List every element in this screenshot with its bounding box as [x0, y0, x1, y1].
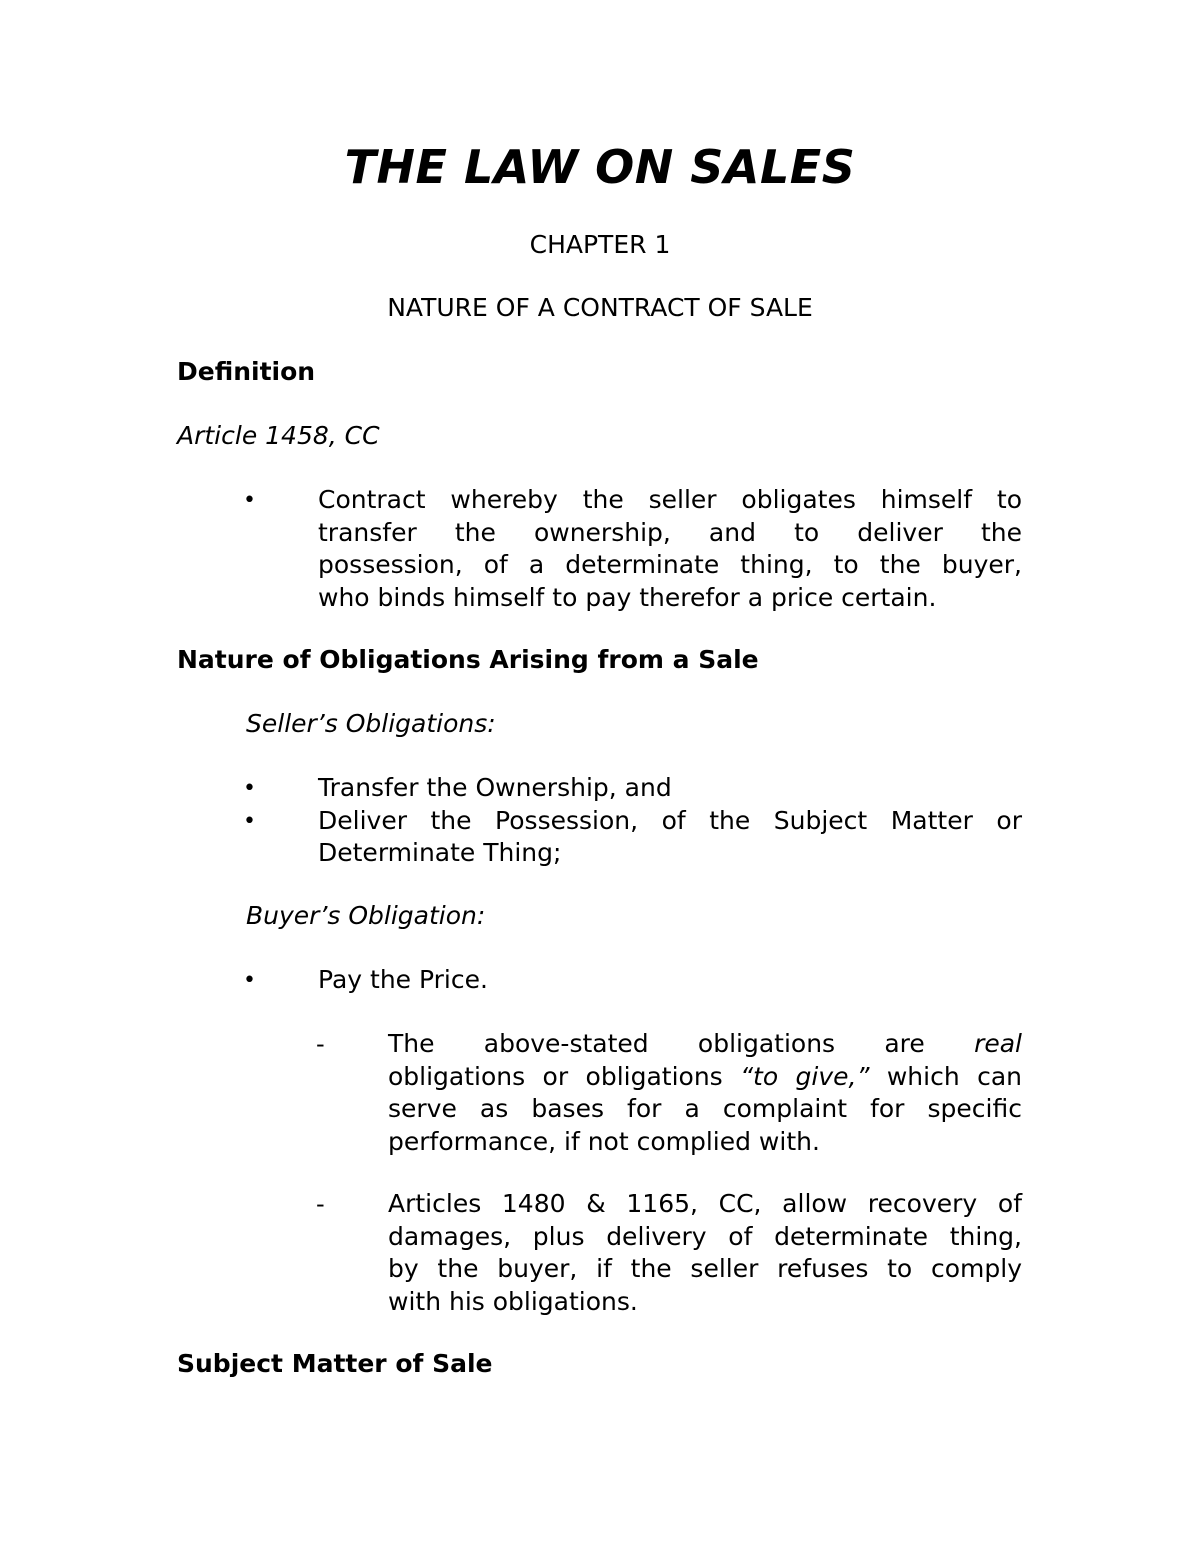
chapter-title: NATURE OF A CONTRACT OF SALE [387, 293, 813, 322]
section-heading-subject-matter: Subject Matter of Sale [177, 1349, 493, 1378]
definition-text [318, 484, 1022, 614]
note-text: The above-stated obligations are [388, 1029, 925, 1058]
bullet-icon: • [243, 488, 256, 513]
note-emphasis: “to give,” [740, 1061, 870, 1091]
dash-marker: - [316, 1190, 325, 1218]
note-line: Articles 1480 & 1165, CC, allow recovery of [388, 1189, 1022, 1218]
seller-obligations-list [318, 772, 1022, 870]
seller-obligations-label: Seller’s Obligations: [246, 709, 496, 738]
article-reference: Article 1458, CC [177, 421, 380, 450]
note-line [388, 1061, 1022, 1094]
definition-line: Contract whereby the seller obligates himself to [318, 485, 1022, 514]
definition-line: possession, of a determinate thing, to the buyer, [318, 550, 1022, 579]
bullet-icon: • [243, 776, 256, 801]
definition-line: transfer the ownership, and to deliver the [318, 517, 1022, 547]
note-emphasis: real [974, 1029, 1022, 1058]
buyer-obligation-label: Buyer’s Obligation: [246, 901, 486, 930]
note-line: with his obligations. [388, 1286, 638, 1316]
bullet-icon: • [243, 968, 256, 993]
list-item: Deliver the Possession, of the Subject Matter or [318, 805, 1022, 835]
definition-line: who binds himself to pay therefor a price certain. [318, 582, 937, 612]
buyer-obligations-list [318, 964, 1022, 997]
note-text: obligations or obligations [388, 1061, 723, 1091]
chapter-number: CHAPTER 1 [529, 230, 671, 259]
note-line: serve as bases for a complaint for specific [388, 1094, 1022, 1123]
note-text: which can [886, 1061, 1022, 1091]
list-item: Transfer the Ownership, and [318, 773, 672, 802]
note-line: damages, plus delivery of determinate thing, [388, 1221, 1022, 1251]
note-recovery-damages [388, 1188, 1022, 1318]
section-heading-nature: Nature of Obligations Arising from a Sale [177, 645, 759, 674]
note-line: by the buyer, if the seller refuses to comply [388, 1254, 1022, 1283]
list-item: Determinate Thing; [318, 838, 562, 867]
bullet-icon: • [243, 809, 256, 834]
note-line: performance, if not complied with. [388, 1126, 820, 1156]
note-line [388, 1028, 1022, 1061]
list-item: Pay the Price. [318, 965, 488, 994]
section-heading-definition: Definition [177, 357, 316, 386]
dash-marker: - [316, 1030, 325, 1058]
note-real-obligations [388, 1028, 1022, 1158]
document-title: THE LAW ON SALES [344, 140, 856, 194]
